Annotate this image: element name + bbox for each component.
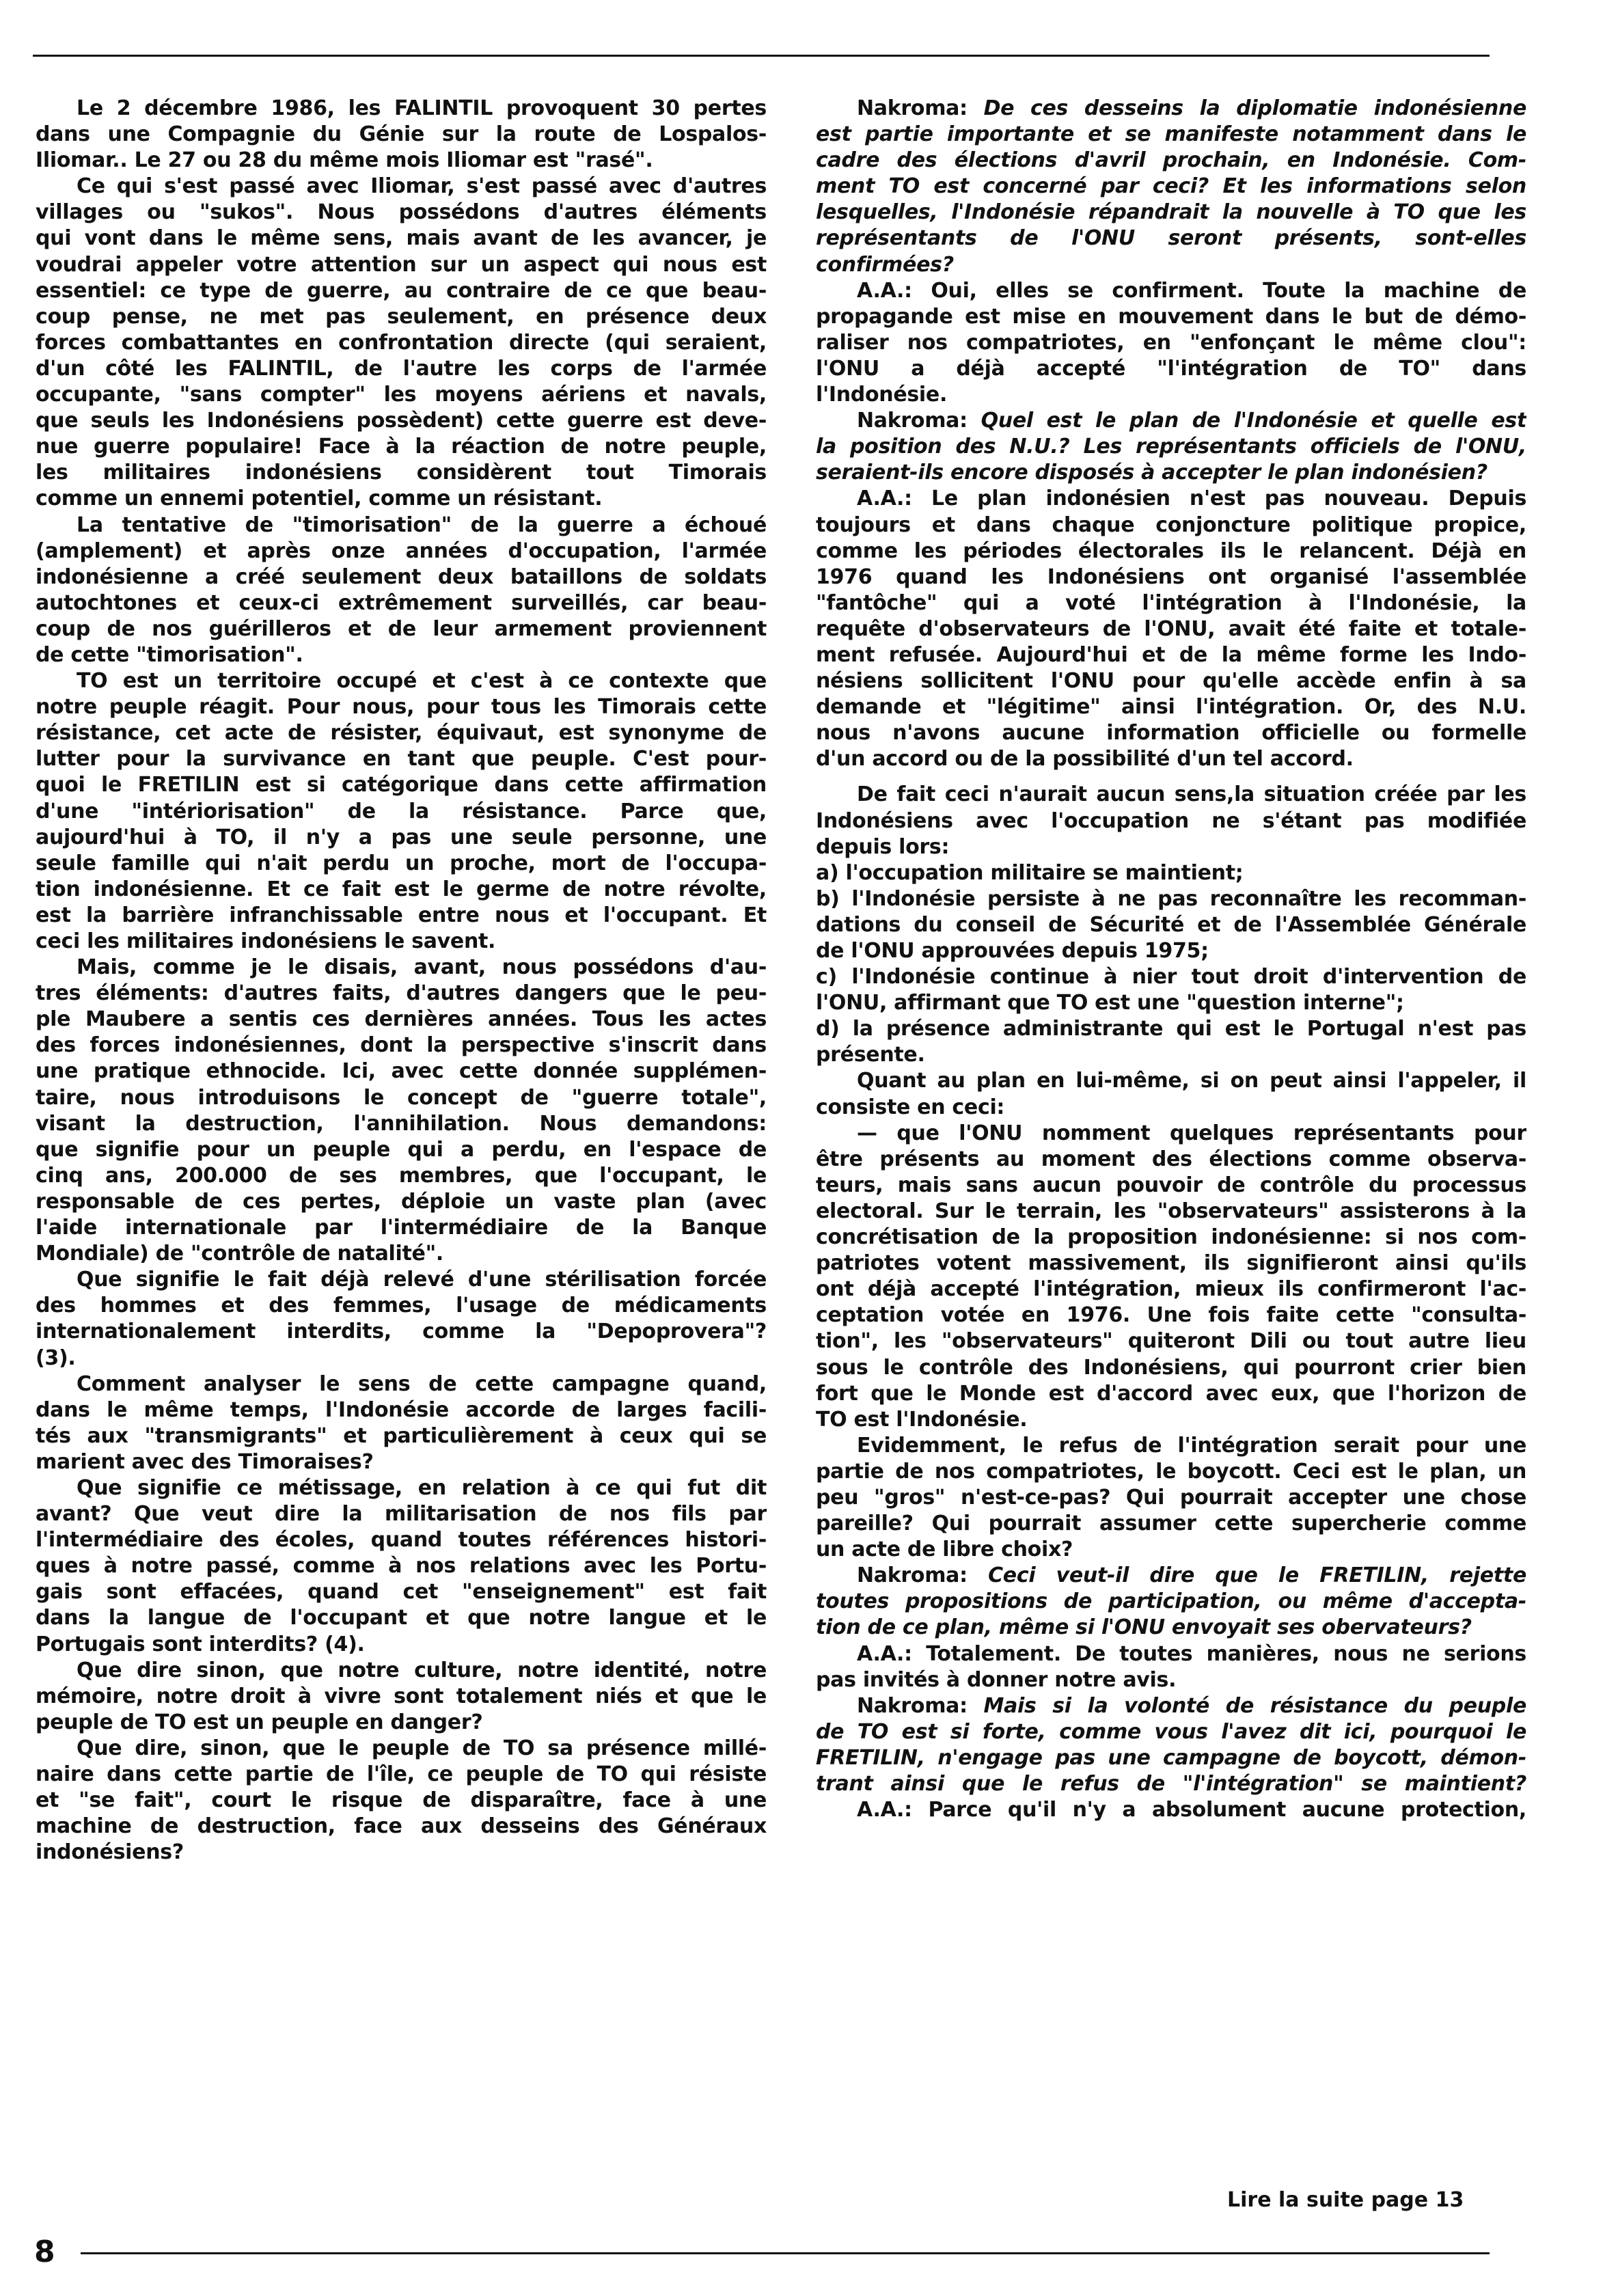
line-text: (3). (36, 1345, 76, 1370)
text-line (36, 486, 767, 512)
text-line (36, 1762, 767, 1788)
line-text: b) l'Indonésie persiste à ne pas reconnaître les recomman- (816, 886, 1526, 911)
line-text: présente. (816, 1043, 925, 1067)
line-text: toujours et dans chaque conjoncture politique propice, (816, 512, 1526, 537)
question-text: est partie importante et se manifeste notamment dans le (816, 122, 1526, 147)
text-line (816, 1745, 1526, 1771)
line-text: tres éléments: d'autres faits, d'autres dangers que le peu- (36, 981, 767, 1006)
text-line (816, 486, 1526, 512)
text-line (816, 1459, 1526, 1485)
line-text: consiste en ceci: (816, 1095, 1005, 1119)
text-line (816, 1615, 1526, 1641)
line-text: notre peuple réagit. Pour nous, pour tous les Timorais cette (36, 695, 767, 720)
text-line (36, 1293, 767, 1319)
line-text: l'aide internationale par l'intermédiaire de la Banque (36, 1216, 767, 1240)
text-line (36, 512, 767, 538)
text-line (36, 200, 767, 226)
line-text: des hommes et des femmes, l'usage de médicaments (36, 1294, 767, 1318)
line-text: Mais, comme je le disais, avant, nous possédons d'au- (77, 955, 767, 980)
text-line (816, 1667, 1526, 1693)
text-line (36, 694, 767, 720)
continued-note: Lire la suite page 13 (1227, 2188, 1464, 2212)
line-text: de l'ONU approuvées depuis 1975; (816, 939, 1209, 963)
text-line (36, 981, 767, 1007)
line-text: aujourd'hui à TO, il n'y a pas une seule personne, une (36, 825, 767, 849)
text-line (36, 226, 767, 251)
text-line (36, 304, 767, 330)
line-text: "fantôche" qui a voté l'intégration à l'Indonésie, la (816, 590, 1526, 615)
text-line (36, 1632, 767, 1658)
text-line (816, 1328, 1526, 1354)
speaker-label: Nakroma: (857, 1693, 968, 1718)
line-text: Iliomar.. Le 27 ou 28 du même mois Iliomar est "rasé". (36, 148, 653, 173)
text-line (816, 1199, 1526, 1225)
line-text: dans la langue de l'occupant et que notre langue et le (36, 1606, 767, 1630)
question-text: FRETILIN, n'engage pas une campagne de boycott, démon- (816, 1745, 1526, 1770)
line-text: Quant au plan en lui-même, si on peut ainsi l'appeler, il (857, 1069, 1526, 1093)
text-line (816, 860, 1526, 886)
line-text: comme un ennemi potentiel, comme un résistant. (36, 487, 603, 511)
text-line (36, 1605, 767, 1631)
text-line (36, 330, 767, 356)
text-line (816, 590, 1526, 616)
line-text: villages ou "sukos". Nous possédons d'autres éléments (36, 200, 767, 225)
line-text: coup de nos guérilleros et de leur armement proviennent (36, 616, 767, 641)
question-text: toutes propositions de participation, ou même d'accepta- (816, 1589, 1526, 1614)
text-line (816, 1276, 1526, 1302)
line-text: marient avec des Timoraises? (36, 1449, 374, 1474)
line-text: La tentative de "timorisation" de la guerre a échoué (77, 512, 767, 537)
text-line (816, 174, 1526, 200)
line-text: — que l'ONU nomment quelques représentants pour (857, 1121, 1526, 1145)
text-line (36, 1111, 767, 1137)
line-text: Le 2 décembre 1986, les FALINTIL provoquent 30 pertes (77, 96, 767, 120)
text-line (816, 1693, 1526, 1719)
text-line (816, 782, 1526, 808)
text-line (36, 174, 767, 200)
line-text: a) l'occupation militaire se maintient; (816, 860, 1244, 885)
line-text: TO est un territoire occupé et c'est à ce contexte que (77, 669, 767, 694)
line-text: peuple de TO est un peuple en danger? (36, 1710, 483, 1734)
line-text: Comment analyser le sens de cette campagne quand, (77, 1371, 767, 1396)
text-line (816, 616, 1526, 642)
question-text: lesquelles, l'Indonésie répandrait la nouvelle à TO que les (816, 200, 1526, 225)
text-line (816, 460, 1526, 486)
text-line (36, 96, 767, 122)
text-line (816, 1641, 1526, 1667)
text-line (36, 434, 767, 460)
text-line (816, 1485, 1526, 1511)
text-line (816, 1407, 1526, 1433)
question-text: trant ainsi que le refus de "l'intégration" se maintient? (816, 1772, 1526, 1796)
question-text: ment TO est concerné par ceci? Et les informations selon (816, 174, 1526, 199)
text-line (816, 694, 1526, 720)
line-text: l'intermédiaire des écoles, quand toutes références histori- (36, 1528, 767, 1553)
text-line (816, 1771, 1526, 1797)
text-line (36, 642, 767, 668)
line-text: d'un côté les FALINTIL, de l'autre les corps de l'armée (36, 356, 767, 381)
text-line (816, 642, 1526, 668)
line-text: que signifie pour un peuple qui a perdu, en l'espace de (36, 1137, 767, 1162)
text-line (36, 1241, 767, 1267)
line-text: patriotes votent massivement, ils signifieront ainsi qu'ils (816, 1251, 1526, 1276)
text-line (816, 964, 1526, 990)
text-line (816, 1250, 1526, 1276)
line-text: forces combattantes en confrontation directe (qui seraient, (36, 330, 767, 355)
text-line (36, 148, 767, 174)
text-line (36, 1475, 767, 1501)
bottom-rule (81, 2252, 1490, 2254)
line-text: ceci les militaires indonésiens le savent. (36, 929, 496, 953)
text-line (816, 1433, 1526, 1459)
question-text: De ces desseins la diplomatie indonésienne (983, 96, 1526, 120)
line-text: sous le contrôle des Indonésiens, qui pourront crier bien (816, 1355, 1526, 1380)
text-line (816, 886, 1526, 912)
text-line (36, 564, 767, 590)
line-text: tion indonésienne. Et ce fait est le germe de notre révolte, (36, 877, 767, 901)
line-text: pas invités à donner notre avis. (816, 1667, 1177, 1692)
speaker-label: A.A.: (857, 1798, 912, 1822)
text-line (36, 1527, 767, 1553)
text-line (36, 1058, 767, 1084)
line-text: tés aux "transmigrants" et particulièrement à ceux qui se (36, 1423, 767, 1448)
text-line (816, 1797, 1526, 1823)
line-text: ques à notre passé, comme à nos relations avec les Portu- (36, 1554, 767, 1578)
text-line (36, 1501, 767, 1527)
text-line (36, 720, 767, 746)
text-line (816, 330, 1526, 356)
line-text: l'Indonésie. (816, 383, 948, 407)
line-text: requête d'observateurs de l'ONU, avait été faite et totale- (816, 616, 1526, 641)
text-line (36, 1007, 767, 1033)
text-line (816, 1042, 1526, 1068)
line-text: tion", les "observateurs" quiteront Dili ou tout autre lieu (816, 1329, 1526, 1354)
text-line (36, 382, 767, 408)
text-line (36, 1579, 767, 1605)
line-text: cinq ans, 200.000 de ses membres, que l'occupant, le (36, 1163, 767, 1188)
line-text: raliser nos compatriotes, en "enfonçant le même clou": (816, 330, 1526, 355)
line-text: quoi le FRETILIN est si catégorique dans cette affirmation (36, 773, 767, 797)
line-text: ceptation votée en 1976. Une fois faite cette "consulta- (816, 1303, 1526, 1328)
line-text: machine de destruction, face aux desseins des Généraux (36, 1814, 767, 1839)
text-line (36, 616, 767, 642)
text-line (36, 799, 767, 825)
text-line (816, 538, 1526, 564)
line-text: être présents au moment des élections comme observa- (816, 1147, 1526, 1171)
line-text: Portugais sont interdits? (4). (36, 1632, 365, 1656)
question-text: représentants de l'ONU seront présents, sont-elles (816, 226, 1526, 251)
text-line (816, 382, 1526, 408)
text-line (816, 1511, 1526, 1537)
text-line (36, 955, 767, 981)
text-line (816, 1095, 1526, 1121)
line-text: et "se fait", court le risque de disparaître, face à une (36, 1788, 767, 1813)
line-text: un acte de libre choix? (816, 1538, 1073, 1562)
line-text: peu "gros" n'est-ce-pas? Qui pourrait accepter une chose (816, 1485, 1526, 1509)
text-line (36, 590, 767, 616)
text-line (36, 1137, 767, 1163)
line-text: seule famille qui n'ait perdu un proche, mort de l'occupa- (36, 851, 767, 875)
text-line (816, 990, 1526, 1016)
text-line (36, 877, 767, 903)
text-line (36, 1345, 767, 1371)
right-column (816, 96, 1526, 1823)
text-line (816, 746, 1526, 772)
line-text: gais sont effacées, quand cet "enseignement" est fait (36, 1580, 767, 1604)
speaker-label: A.A.: (857, 487, 912, 511)
speaker-label: Nakroma: (857, 409, 968, 433)
line-text: autochtones et ceux-ci extrêmement surveillés, car beau- (36, 590, 767, 615)
page-number: 8 (34, 2234, 55, 2269)
line-text: nue guerre populaire! Face à la réaction de notre peuple, (36, 435, 767, 459)
question-text: confirmées? (816, 252, 954, 277)
text-line (36, 122, 767, 148)
line-text: 1976 quand les Indonésiens ont organisé l'assemblée (816, 564, 1526, 589)
top-rule (33, 55, 1490, 57)
line-text: est la barrière infranchissable entre nous et l'occupant. Et (36, 903, 767, 927)
text-line (816, 122, 1526, 148)
line-text: qui vont dans le même sens, mais avant de les avancer, je (36, 226, 767, 251)
speaker-label: Nakroma: (857, 1563, 968, 1588)
line-text: Totalement. De toutes manières, nous ne serions (926, 1641, 1526, 1666)
text-line (36, 851, 767, 877)
line-text: depuis lors: (816, 834, 950, 859)
text-line (36, 1085, 767, 1111)
line-text: partie de nos compatriotes, le boycott. Ceci est le plan, un (816, 1459, 1526, 1484)
text-line (816, 1068, 1526, 1094)
line-text: de cette "timorisation". (36, 642, 303, 667)
text-line (816, 96, 1526, 122)
line-text: internationalement interdits, comme la "Depoprovera"? (36, 1320, 767, 1344)
text-line (36, 1814, 767, 1840)
text-line (816, 720, 1526, 746)
text-line (816, 912, 1526, 938)
text-line (36, 1397, 767, 1423)
text-line (36, 1710, 767, 1736)
text-line (36, 1840, 767, 1866)
line-text: coup pense, ne met pas seulement, en présence deux (36, 304, 767, 329)
text-line (816, 1147, 1526, 1173)
left-column (36, 96, 767, 1866)
text-line (36, 1215, 767, 1241)
text-line (816, 252, 1526, 278)
line-text: mémoire, notre droit à vivre sont totalement niés et que le (36, 1684, 767, 1708)
line-text: taire, nous introduisons le concept de "guerre totale", (36, 1085, 767, 1110)
line-text: l'ONU, affirmant que TO est une "question interne"; (816, 991, 1404, 1015)
question-text: de TO est si forte, comme vous l'avez dit ici, pourquoi le (816, 1719, 1526, 1744)
line-text: Que dire, sinon, que le peuple de TO sa présence millé- (77, 1736, 767, 1760)
line-text: electoral. Sur le terrain, les "observateurs" assisterons à la (816, 1199, 1526, 1223)
line-text: indonésienne a créé seulement deux bataillons de soldats (36, 564, 767, 589)
speaker-label: A.A.: (857, 278, 912, 303)
line-text: dans une Compagnie du Génie sur la route de Lospalos- (36, 122, 767, 147)
text-line (816, 834, 1526, 860)
text-line (36, 929, 767, 955)
text-line (816, 1173, 1526, 1199)
question-text: la position des N.U.? Les représentants officiels de l'ONU, (816, 435, 1526, 459)
line-text: avant? Que veut dire la militarisation de nos fils par (36, 1502, 767, 1527)
text-line (36, 252, 767, 278)
text-line (816, 808, 1526, 834)
line-text: d'un accord ou de la possibilité d'un tel accord. (816, 747, 1354, 771)
text-line (36, 1033, 767, 1058)
line-text: que seuls les Indonésiens possèdent) cette guerre est deve- (36, 409, 767, 433)
line-text: nous n'avons aucune information officielle ou formelle (816, 721, 1526, 746)
line-text: les militaires indonésiens considèrent tout Timorais (36, 461, 767, 485)
question-text: Ceci veut-il dire que le FRETILIN, rejette (988, 1563, 1526, 1588)
line-text: (amplement) et après onze années d'occupation, l'armée (36, 538, 767, 563)
line-text: Que signifie ce métissage, en relation à ce qui fut dit (77, 1475, 767, 1500)
question-text: cadre des élections d'avril prochain, en Indonésie. Com- (816, 148, 1526, 173)
line-text: Oui, elles se confirment. Toute la machine de (931, 278, 1526, 303)
line-text: c) l'Indonésie continue à nier tout droit d'intervention de (816, 965, 1526, 989)
text-line (36, 1553, 767, 1579)
text-line (36, 460, 767, 486)
text-line (36, 1371, 767, 1397)
text-line (816, 1016, 1526, 1042)
text-line (36, 746, 767, 772)
line-text: comme les périodes électorales ils le relancent. Déjà en (816, 538, 1526, 563)
text-line (816, 1719, 1526, 1745)
line-text: résistance, cet acte de résister, équivaut, est synonyme de (36, 721, 767, 746)
line-text: visant la destruction, l'annihilation. Nous demandons: (36, 1111, 767, 1136)
line-text: De fait ceci n'aurait aucun sens,la situation créée par les (857, 782, 1526, 807)
text-line (36, 1267, 767, 1293)
text-line (36, 1684, 767, 1710)
line-text: indonésiens? (36, 1840, 184, 1865)
line-text: Mondiale) de "contrôle de natalité". (36, 1242, 444, 1266)
question-text: tion de ce plan, même si l'ONU envoyait ses obervateurs? (816, 1615, 1472, 1640)
line-text: TO est l'Indonésie. (816, 1407, 1028, 1432)
text-line (816, 1355, 1526, 1381)
line-text: Que dire sinon, que notre culture, notre identité, notre (77, 1658, 767, 1682)
text-line (36, 1423, 767, 1449)
text-line (816, 1121, 1526, 1147)
text-line (816, 938, 1526, 964)
text-line (816, 1381, 1526, 1407)
text-line (36, 668, 767, 694)
text-line (816, 668, 1526, 694)
text-line (36, 1189, 767, 1215)
question-text: Mais si la volonté de résistance du peuple (983, 1693, 1526, 1718)
line-text: Evidemment, le refus de l'intégration serait pour une (857, 1433, 1526, 1458)
line-text: Parce qu'il n'y a absolument aucune protection, (928, 1798, 1526, 1822)
line-text: ont déjà accepté l'intégration, mieux ils confirmeront l'ac- (816, 1277, 1526, 1302)
line-text: ment refusée. Aujourd'hui et de la même forme les Indo- (816, 642, 1526, 667)
question-text: Quel est le plan de l'Indonésie et quelle est (981, 409, 1526, 433)
line-text: demande et "légitime" ainsi l'intégration. Or, des N.U. (816, 695, 1526, 720)
text-line (816, 1563, 1526, 1589)
text-line (36, 903, 767, 929)
text-line (816, 1302, 1526, 1328)
line-text: fort que le Monde est d'accord avec eux, que l'horizon de (816, 1381, 1526, 1406)
line-text: essentiel: ce type de guerre, au contraire de ce que beau- (36, 278, 767, 303)
text-line (36, 1658, 767, 1684)
line-text: voudrai appeler votre attention sur un aspect qui nous est (36, 252, 767, 277)
line-text: pareille? Qui pourrait assumer cette supercherie comme (816, 1512, 1526, 1536)
text-line (816, 226, 1526, 251)
text-line (816, 148, 1526, 174)
line-text: lutter pour la survivance en tant que peuple. C'est pour- (36, 747, 767, 771)
text-line (36, 1788, 767, 1814)
text-line (36, 825, 767, 851)
text-line (816, 564, 1526, 590)
line-text: dans le même temps, l'Indonésie accorde de larges facili- (36, 1397, 767, 1422)
text-line (816, 304, 1526, 330)
question-text: seraient-ils encore disposés à accepter le plan indonésien? (816, 461, 1487, 485)
line-text: une pratique ethnocide. Ici, avec cette donnée supplémen- (36, 1059, 767, 1084)
line-text: dations du conseil de Sécurité et de l'Assemblée Générale (816, 912, 1526, 937)
text-line (816, 512, 1526, 538)
text-line (816, 434, 1526, 460)
line-text: Ce qui s'est passé avec Iliomar, s'est passé avec d'autres (77, 174, 767, 199)
line-text: ple Maubere a sentis ces dernières années. Tous les actes (36, 1007, 767, 1032)
line-text: responsable de ces pertes, déploie un vaste plan (avec (36, 1189, 767, 1214)
line-text: d) la présence administrante qui est le Portugal n'est pas (816, 1017, 1526, 1041)
text-line (816, 278, 1526, 304)
text-line (36, 538, 767, 564)
text-line (36, 408, 767, 434)
text-line (816, 356, 1526, 382)
line-text: Que signifie le fait déjà relevé d'une stérilisation forcée (77, 1268, 767, 1292)
line-text: naire dans cette partie de l'île, ce peuple de TO qui résiste (36, 1762, 767, 1786)
text-line (36, 1319, 767, 1345)
line-text: Le plan indonésien n'est pas nouveau. Depuis (931, 487, 1526, 511)
text-line (36, 356, 767, 382)
line-text: des forces indonésiennes, dont la perspective s'inscrit dans (36, 1033, 767, 1058)
text-line (816, 1537, 1526, 1563)
text-line (816, 408, 1526, 434)
line-text: propagande est mise en mouvement dans le but de démo- (816, 304, 1526, 329)
speaker-label: Nakroma: (857, 96, 968, 120)
line-text: concrétisation de la proposition indonésienne: si nos com- (816, 1225, 1526, 1250)
text-line (36, 772, 767, 798)
line-text: d'une "intériorisation" de la résistance. Parce que, (36, 799, 767, 823)
text-line (816, 1589, 1526, 1615)
text-line (36, 1449, 767, 1475)
speaker-label: A.A.: (857, 1641, 912, 1666)
text-line (36, 1736, 767, 1762)
text-line (816, 1225, 1526, 1250)
line-text: teurs, mais sans aucun pouvoir de contrôle du processus (816, 1173, 1526, 1197)
line-text: l'ONU a déjà accepté "l'intégration de TO" dans (816, 356, 1526, 381)
text-line (36, 278, 767, 304)
text-line (816, 200, 1526, 226)
text-line (36, 1163, 767, 1189)
line-text: occupante, "sans compter" les moyens aériens et navals, (36, 383, 767, 407)
line-text: Indonésiens avec l'occupation ne s'étant pas modifiée (816, 808, 1526, 833)
line-text: nésiens sollicitent l'ONU pour qu'elle accède enfin à sa (816, 669, 1526, 694)
